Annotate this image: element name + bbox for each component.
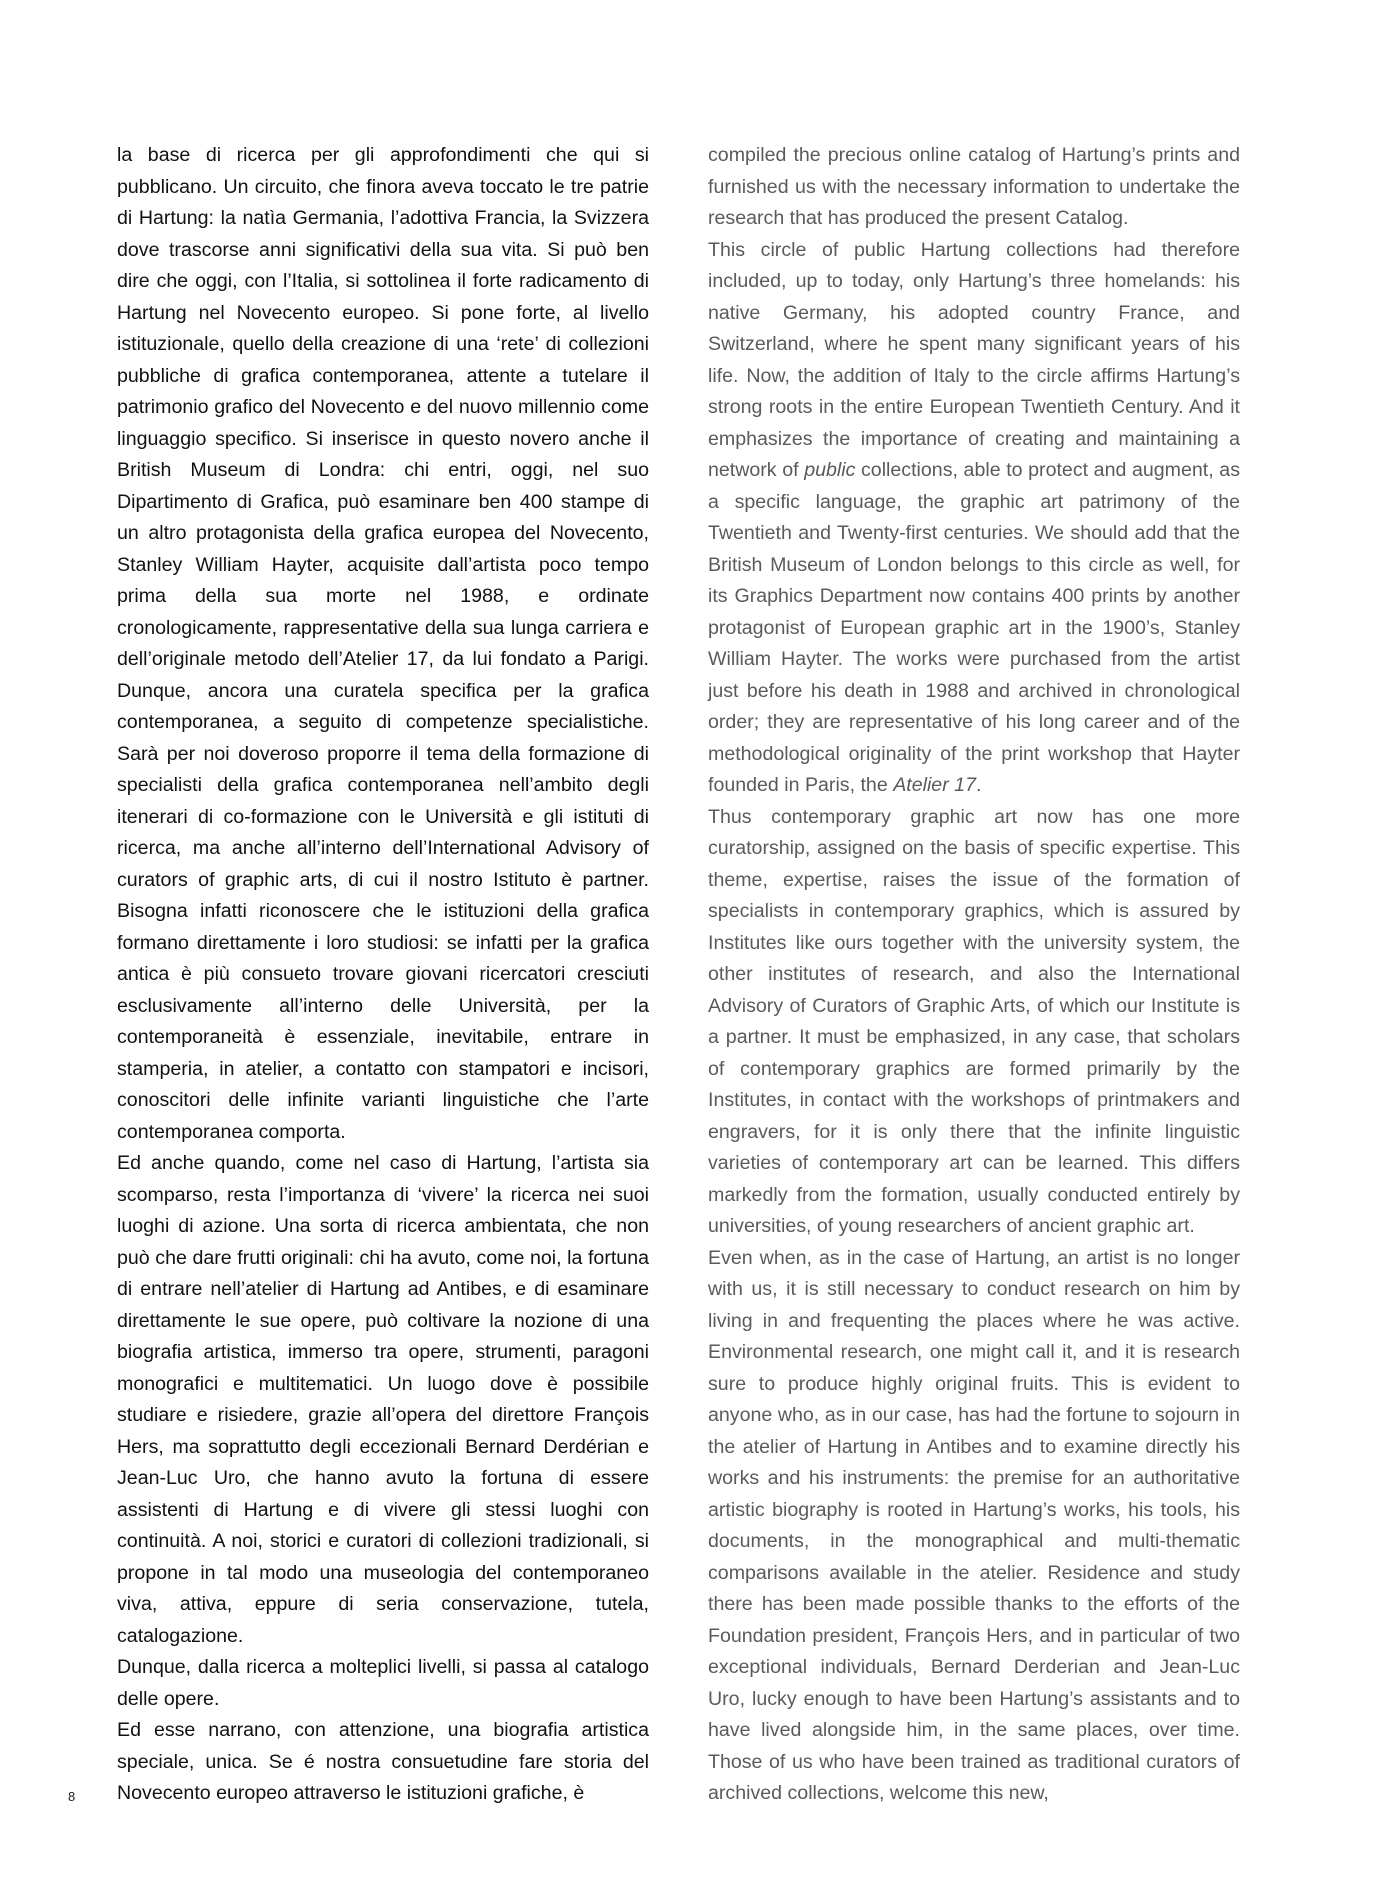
english-paragraph-2-part-c: . — [975, 774, 982, 796]
english-paragraph-2 — [708, 235, 1240, 802]
emphasis-public: public — [804, 459, 856, 481]
english-paragraph-4: Even when, as in the case of Hartung, an artist is no longer with us, it is still necessary to conduct research on him by living in and frequenting the places where he was active. Environmental research, one might call it, and it is research sure to produce highly original fruits. This is evident to anyone who, as in our case, has had the fortune to sojourn in the atelier of Hartung in Antibes and to examine directly his works and his instruments: the premise for an authoritative artistic biography is rooted in Hartung’s works, his tools, his documents, in the monographical and multi-thematic comparisons available in the atelier. Residence and study there has been made possible thanks to the efforts of the Foundation president, François Hers, and in particular of two exceptional individuals, Bernard Derderian and Jean-Luc Uro, lucky enough to have been Hartung’s assistants and to have lived alongside him, in the same places, over time. Those of us who have been trained as traditional curators of archived collections, welcome this new, — [708, 1246, 1240, 1804]
italian-paragraph-1: la base di ricerca per gli approfondimenti che qui si pubblicano. Un circuito, che finora aveva toccato le tre patrie di Hartung: la natìa Germania, l’adottiva Francia, la Svizzera dove trascorse anni significativi della sua vita. Si può ben dire che oggi, con l’Italia, si sottolinea il forte radicamento di Hartung nel Novecento europeo. Si pone forte, al livello istituzionale, quello della creazione di una ‘rete’ di collezioni pubbliche di grafica contemporanea, attente a tutelare il patrimonio grafico del Novecento e del nuovo millennio come linguaggio specifico. Si inserisce in questo novero anche il British Museum di Londra: chi entri, oggi, nel suo Dipartimento di Grafica, può esaminare ben 400 stampe di un altro protagonista della grafica europea del Novecento, Stanley William Hayter, acquisite dall’artista poco tempo prima della sua morte nel 1988, e ordinate cronologicamente, rappresentative della sua lunga carriera e dell’originale metodo dell’Atelier 17, da lui fondato a Parigi. Dunque, ancora una curatela specifica per la grafica contemporanea, a seguito di competenze specialistiche. Sarà per noi doveroso proporre il tema della formazione di specialisti della grafica contemporanea nell’ambito degli itenerari di co-formazione con le Università e gli istituti di ricerca, ma anche all’interno dell’International Advisory of curators of graphic arts, di cui il nostro Istituto è partner. Bisogna infatti riconoscere che le istituzioni della grafica formano direttamente i loro studiosi: se infatti per la grafica antica è più consueto trovare giovani ricercatori cresciuti esclusivamente all’interno delle Università, per la contemporaneità è essenziale, inevitabile, entrare in stamperia, in atelier, a contatto con stampatori e incisori, conoscitori delle infinite varianti linguistiche che l’arte contemporanea comporta. — [117, 144, 649, 1143]
english-paragraph-2-part-b: collections, able to protect and augment, as a specific language, the graphic art patrimony of the Twentieth and Twenty-first centuries. We should add that the British Museum of London belongs to this circle as well, for its Graphics Department now contains 400 prints by another protagonist of European graphic art in the 1900’s, Stanley William Hayter. The works were purchased from the artist just before his death in 1988 and archived in chronological order; they are representative of his long career and of the methodological originality of the print workshop that Hayter founded in Paris, the — [708, 459, 1240, 796]
italian-text-column — [117, 140, 649, 1810]
page-number: 8 — [68, 1789, 76, 1804]
emphasis-atelier-17: Atelier 17 — [893, 774, 976, 796]
italian-paragraph-3: Dunque, dalla ricerca a molteplici livelli, si passa al catalogo delle opere. — [117, 1656, 649, 1710]
english-paragraph-2-part-a: This circle of public Hartung collections had therefore included, up to today, only Hartung’s three homelands: his native Germany, his adopted country France, and Switzerland, where he spent many significant years of his life. Now, the addition of Italy to the circle affirms Hartung’s strong roots in the entire European Twentieth Century. And it emphasizes the importance of creating and maintaining a network of — [708, 238, 1240, 481]
english-paragraph-3: Thus contemporary graphic art now has one more curatorship, assigned on the basis of specific expertise. This theme, expertise, raises the issue of the formation of specialists in contemporary graphics, which is assured by Institutes like ours together with the university system, the other institutes of research, and also the International Advisory of Curators of Graphic Arts, of which our Institute is a partner. It must be emphasized, in any case, that scholars of contemporary graphics are formed primarily by the Institutes, in contact with the workshops of printmakers and engravers, for it is only there that the infinite linguistic varieties of contemporary art can be learned. This differs markedly from the formation, usually conducted entirely by universities, of young researchers of ancient graphic art. — [708, 805, 1240, 1237]
english-paragraph-1: compiled the precious online catalog of Hartung’s prints and furnished us with the necessary information to undertake the research that has produced the present Catalog. — [708, 144, 1240, 229]
italian-paragraph-2: Ed anche quando, come nel caso di Hartung, l’artista sia scomparso, resta l’importanza di ‘vivere’ la ricerca nei suoi luoghi di azione. Una sorta di ricerca ambientata, che non può che dare frutti originali: chi ha avuto, come noi, la fortuna di entrare nell’atelier di Hartung ad Antibes, e di esaminare direttamente le sue opere, può coltivare la nozione di una biografia artistica, immerso tra opere, strumenti, paragoni monografici e multitematici. Un luogo dove è possibile studiare e risiedere, grazie all’opera del direttore François Hers, ma soprattutto degli eccezionali Bernard Derdérian e Jean-Luc Uro, che hanno avuto la fortuna di essere assistenti di Hartung e di vivere gli stessi luoghi con continuità. A noi, storici e curatori di collezioni tradizionali, si propone in tal modo una museologia del contemporaneo viva, attiva, eppure di seria conservazione, tutela, catalogazione. — [117, 1152, 649, 1647]
english-text-column — [708, 140, 1240, 1810]
italian-paragraph-4: Ed esse narrano, con attenzione, una biografia artistica speciale, unica. Se é nostra consuetudine fare storia del Novecento europeo attraverso le istituzioni grafiche, è — [117, 1719, 649, 1804]
